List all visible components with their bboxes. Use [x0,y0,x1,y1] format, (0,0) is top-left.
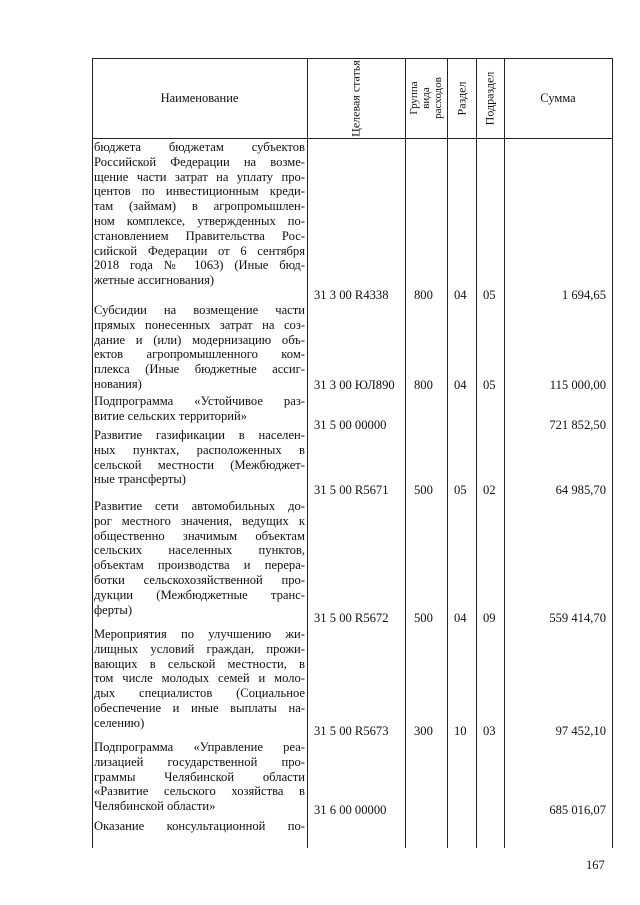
name-line: сельской местности (Межбюджет- [94,457,305,472]
row-name [94,140,305,288]
name-line: нования) [94,376,142,391]
name-line: Подпрограмма «Управление реа- [94,740,305,754]
column-divider [504,58,505,848]
name-line: селению) [94,715,145,730]
row-group: 300 [414,724,433,738]
name-line: становлением Правительства Рос- [94,228,305,243]
name-line: сельских населенных пунктов, [94,543,305,558]
name-line: ные трансферты) [94,472,187,487]
table-border-left [92,58,93,848]
name-line: рог местного значения, ведущих к [94,513,305,528]
header-sum-cell [504,58,612,138]
row-name [94,394,305,424]
row-target: 31 5 00 R5673 [314,724,389,738]
column-divider [307,58,308,848]
name-line: обеспечение и иные выплаты на- [94,700,305,715]
row-group: 500 [414,483,433,497]
name-line: том числе молодых семей и моло- [94,671,305,686]
header-sum: Сумма [540,91,576,105]
name-line: бюджета бюджетам субъектов [94,140,305,154]
row-section: 05 [454,483,467,497]
name-line: центов по инвестиционным креди- [94,184,305,199]
name-line: ферты) [94,602,133,617]
name-line: вающих в сельской местности, в [94,656,305,671]
row-group: 800 [414,378,433,392]
name-line: ных пунктах, расположенных в [94,442,305,457]
name-line: лизацией государственной про- [94,754,305,769]
row-target: 31 5 00 00000 [314,418,387,432]
row-name [94,428,305,487]
name-line: лищных условий граждан, прожи- [94,641,305,656]
name-line: плекса (Иные бюджетные ассиг- [94,362,305,377]
header-target: Целевая статья [348,59,363,137]
page-number: 167 [586,858,605,872]
table-border-right [612,58,613,848]
name-line: щение части затрат на уплату про- [94,169,305,184]
name-line: витие сельских территорий» [94,408,248,423]
header-subsection-cell [476,58,504,138]
name-line: жетные ассигнования) [94,273,215,288]
name-line: «Развитие сельского хозяйства в [94,784,305,799]
header-group-cell [405,58,447,138]
name-line: Развитие сети автомобильных до- [94,499,305,513]
row-subsection: 05 [483,378,496,392]
row-section: 10 [454,724,467,738]
row-group: 500 [414,611,433,625]
row-subsection: 05 [483,288,496,302]
row-section: 04 [454,378,467,392]
column-divider [447,58,448,848]
column-divider [405,58,406,848]
row-section: 04 [454,611,467,625]
row-name [94,627,305,731]
row-sum: 559 414,70 [549,611,606,625]
header-section: Раздел [454,81,469,115]
name-line: прямых понесенных затрат на соз- [94,317,305,332]
budget-table [92,58,612,848]
name-line: Подпрограмма «Устойчивое раз- [94,394,305,408]
name-line: сийской Федерации от 6 сентября [94,243,305,258]
row-name [94,740,305,814]
row-sum: 64 985,70 [555,483,606,497]
name-line: Российской Федерации на возме- [94,154,305,169]
row-subsection: 09 [483,611,496,625]
name-line: Челябинской области» [94,799,216,814]
name-line: 2018 года № 1063) (Иные бюд- [94,258,305,273]
row-target: 31 6 00 00000 [314,803,387,817]
row-target: 31 3 00 ЮЛ890 [314,378,395,392]
name-line: Мероприятия по улучшению жи- [94,627,305,641]
header-subsection: Подраздел [482,71,497,125]
name-line: там (займам) в агропромышлен- [94,199,305,214]
row-name [94,499,305,617]
row-target: 31 5 00 R5672 [314,611,389,625]
name-line: ном комплексе, утвержденных по- [94,213,305,228]
row-sum: 97 452,10 [555,724,606,738]
row-subsection: 02 [483,483,496,497]
header-name: Наименование [160,91,239,105]
name-line: объектам производства и перера- [94,558,305,573]
name-line: Оказание консультационной по- [94,819,305,833]
row-group: 800 [414,288,433,302]
name-line: дукции (Межбюджетные транс- [94,587,305,602]
row-target: 31 3 00 R4338 [314,288,389,302]
name-line: Развитие газификации в населен- [94,428,305,442]
name-line: ектов агропромышленного ком- [94,347,305,362]
header-name-cell [92,58,307,138]
row-subsection: 03 [483,724,496,738]
name-line: ботки сельскохозяйственной про- [94,572,305,587]
row-sum: 115 000,00 [549,378,606,392]
row-target: 31 5 00 R5671 [314,483,389,497]
header-group: Группа вида расходов [408,77,444,119]
name-line: Субсидии на возмещение части [94,303,305,317]
name-line: граммы Челябинской области [94,769,305,784]
row-name [94,303,305,392]
header-section-cell [447,58,476,138]
row-sum: 721 852,50 [549,418,606,432]
header-target-cell [307,58,405,138]
row-name [94,819,305,834]
name-line: дых специалистов (Социальное [94,686,305,701]
header-divider [92,138,613,139]
row-sum: 1 694,65 [561,288,606,302]
column-divider [476,58,477,848]
row-sum: 685 016,07 [549,803,606,817]
name-line: дание и (или) модернизацию объ- [94,332,305,347]
row-section: 04 [454,288,467,302]
name-line: общественно значимым объектам [94,528,305,543]
